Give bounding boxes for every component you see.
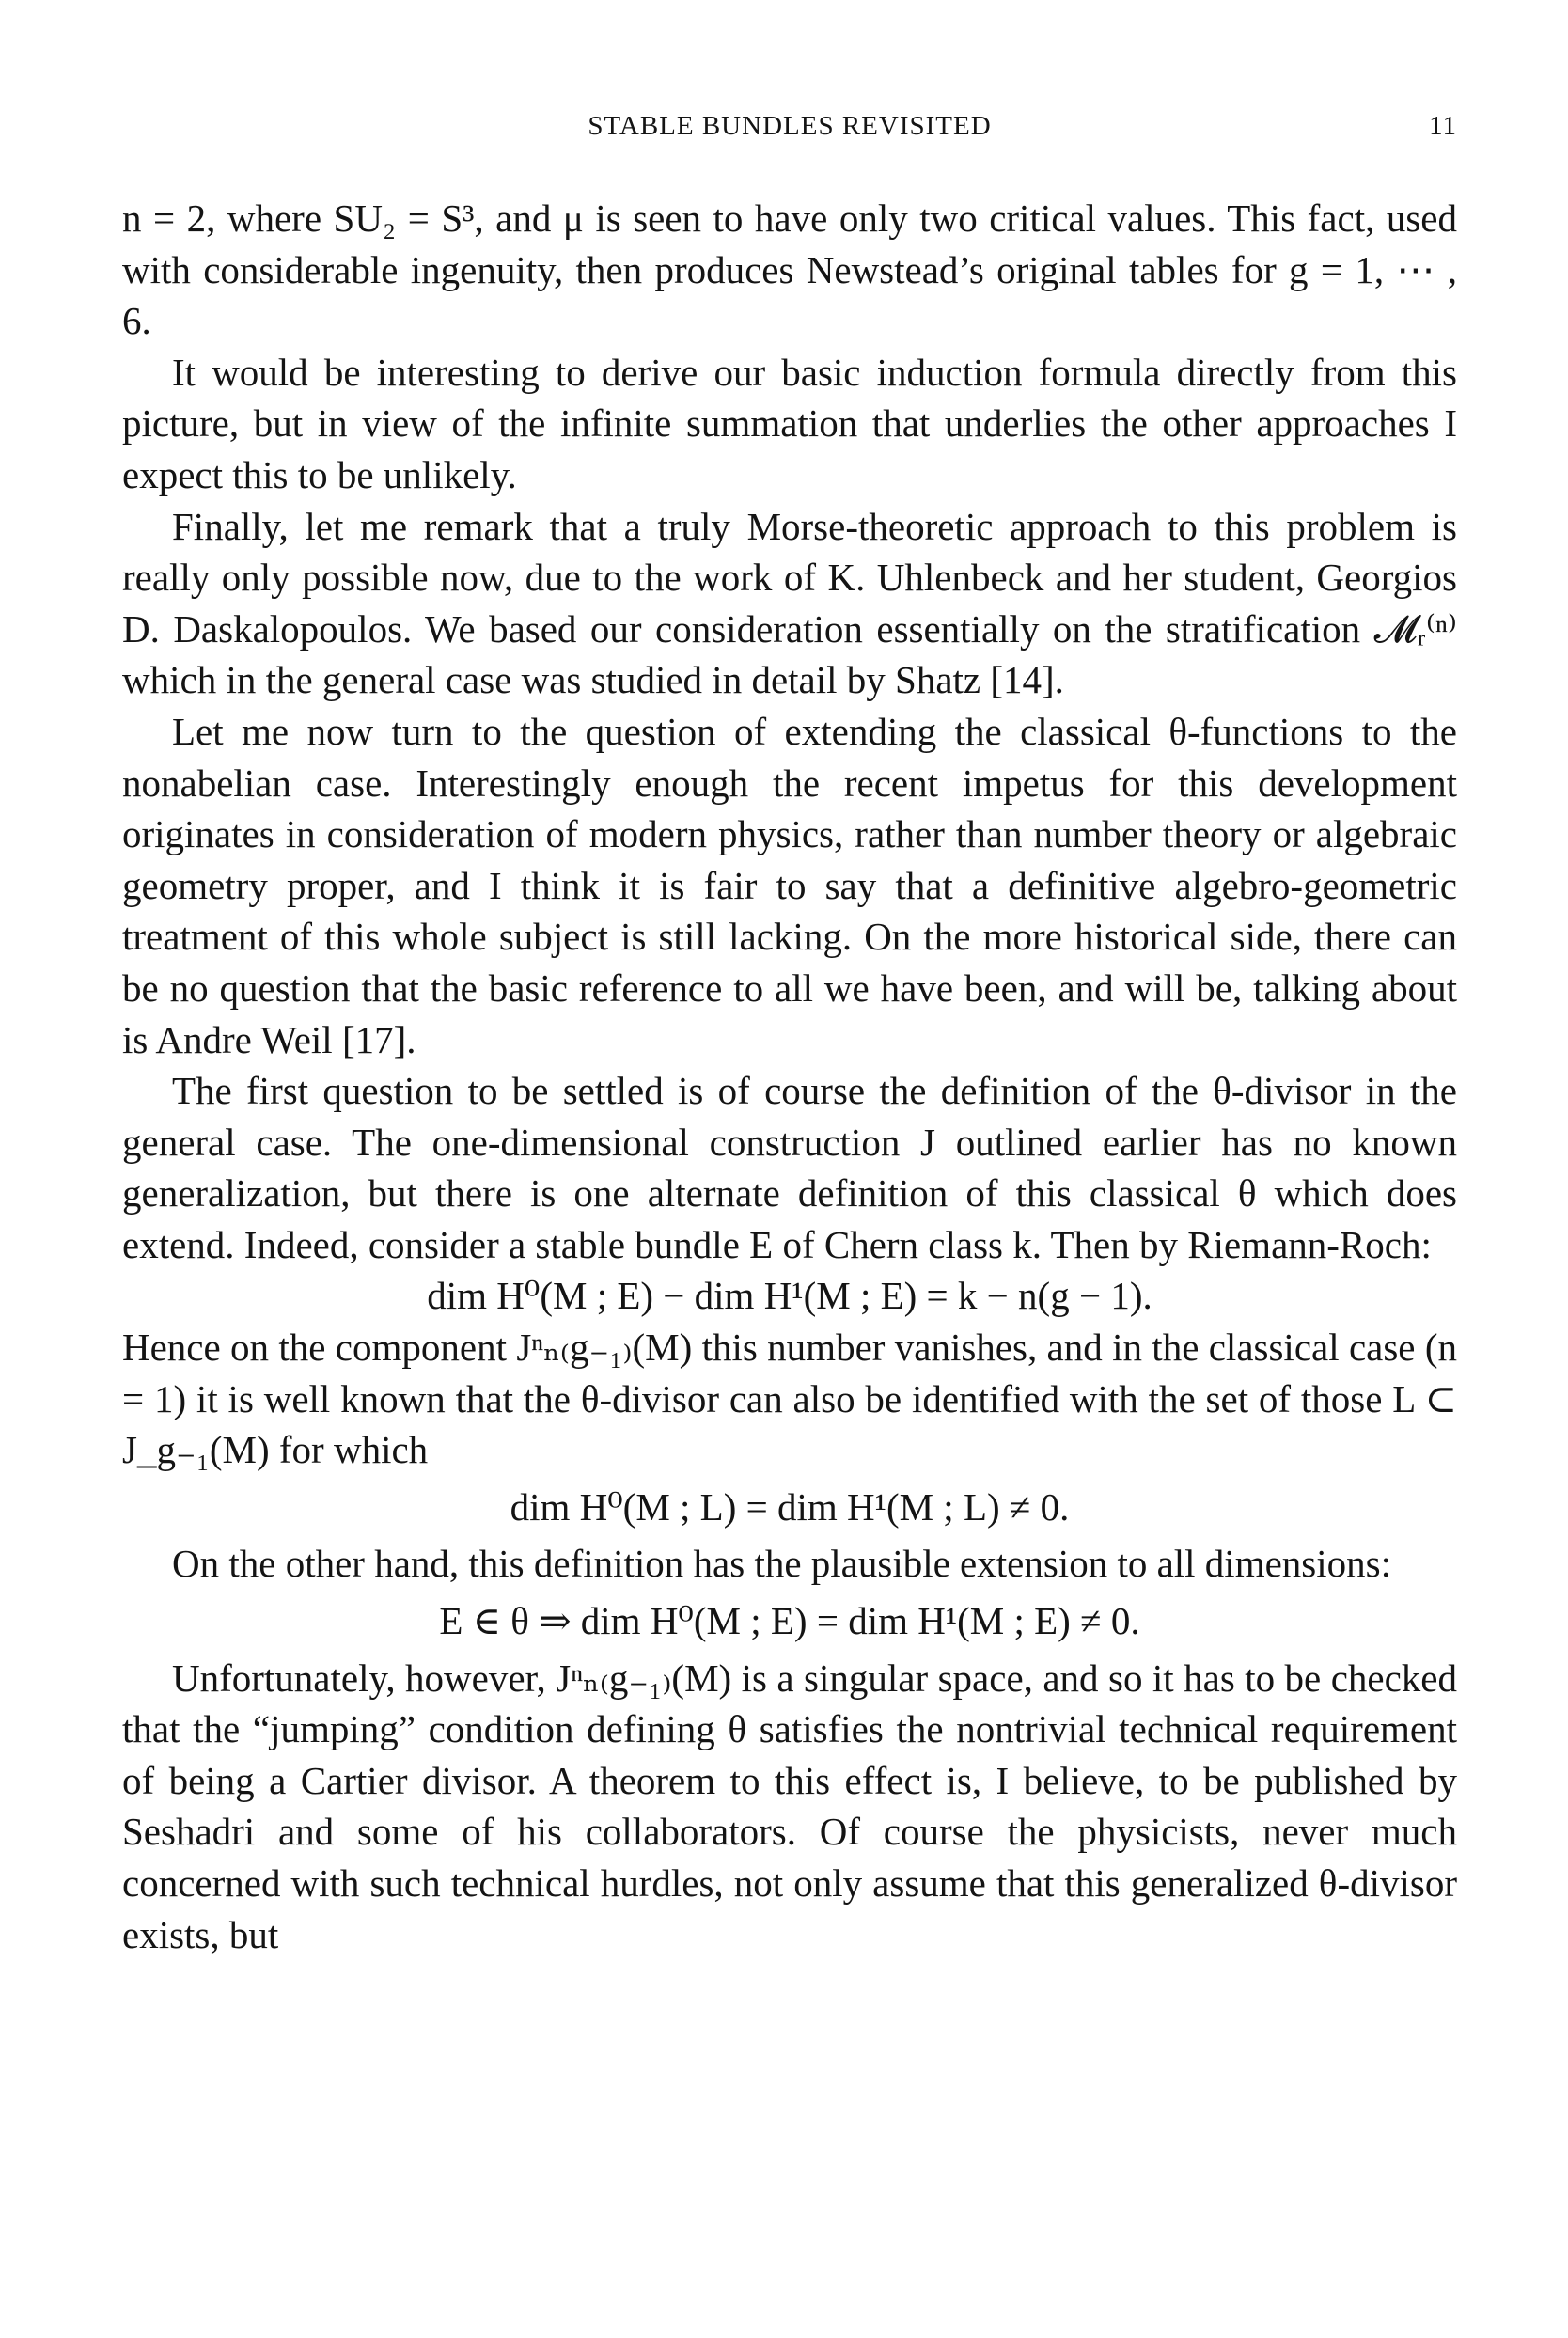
paragraph-induction-formula: It would be interesting to derive our basic induction formula directly from this picture, but in view of the infinite summation that underlies the other approaches I expect this to be unlikely. bbox=[122, 350, 1457, 496]
paragraph-theta-functions: Let me now turn to the question of extending the classical θ-functions to the nonabelian case. Interestingly enough the recent impetus for this development originates in consideration of modern physics, rather than number theory or algebraic geometry proper, and I think it is fair to say that a definitive algebro-geometric treatment of this whole subject is still lacking. On the more historical side, there can be no question that the basic reference to all we have been, and will be, talking about is Andre Weil [17]. bbox=[122, 709, 1457, 1061]
paragraph-critical-values: n = 2, where SU₂ = S³, and μ is seen to have only two critical values. This fact, used with considerable ingenuity, then produces Newstead’s original tables for g = 1, ⋯ , 6. bbox=[122, 196, 1457, 343]
paragraph-cartier-divisor: Unfortunately, however, Jⁿₙ₍g₋₁₎(M) is a singular space, and so it has to be checked that the “jumping” condition defining θ satisfies the nontrivial technical requirement of being a Cartier divisor. A theorem to this effect is, I believe, to be published by Seshadri and some of his collaborators. Of course the physicists, never much concerned with such technical hurdles, not only assume that this generalized θ-divisor exists, but bbox=[122, 1655, 1457, 1956]
equation-line-bundle: dim H⁰(M ; L) = dim H¹(M ; L) ≠ 0. bbox=[510, 1484, 1070, 1529]
equation-generalized-theta: E ∈ θ ⇒ dim H⁰(M ; E) = dim H¹(M ; E) ≠ 0. bbox=[439, 1599, 1140, 1643]
paragraph-theta-divisor: The first question to be settled is of course the definition of the θ-divisor in the general case. The one-dimensional construction J outlined earlier has no known generalization, but there is one alternate definition of this classical θ which does extend. Indeed, consider a stable bundle E of Chern class k. Then by Riemann-Roch: bbox=[122, 1069, 1457, 1266]
running-head bbox=[122, 111, 1457, 149]
equation-riemann-roch: dim H⁰(M ; E) − dim H¹(M ; E) = k − n(g − 1). bbox=[427, 1274, 1152, 1318]
paragraph-component: Hence on the component Jⁿₙ₍g₋₁₎(M) this number vanishes, and in the classical case (n = 1) it is well known that the θ-divisor can also be identified with the set of those L ⊂ J_g₋₁(M) for which bbox=[122, 1326, 1457, 1472]
paragraph-extension: On the other hand, this definition has the plausible extension to all dimensions: bbox=[172, 1542, 1391, 1586]
running-title: STABLE BUNDLES REVISITED bbox=[588, 111, 992, 141]
paragraph-morse-theory: Finally, let me remark that a truly Morse-theoretic approach to this problem is really only possible now, due to the work of K. Uhlenbeck and her student, Georgios D. Daskalopoulos. We based our consideration essentially on the stratification 𝓜ᵣ⁽ⁿ⁾ which in the general case was studied in detail by Shatz [14]. bbox=[122, 504, 1457, 702]
body-text bbox=[122, 193, 1457, 1960]
page-number: 11 bbox=[1429, 111, 1457, 141]
